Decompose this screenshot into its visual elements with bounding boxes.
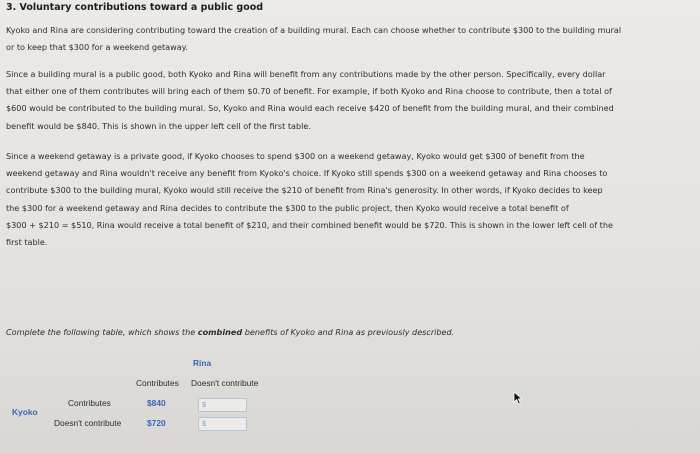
dollar-prefix: $ [202,400,207,409]
text-line: contribute $300 to the building mural, Kyoko would still receive the $210 of benefit from Rina's generosity. In other words, if Kyoko decides to keep [6,185,603,196]
column-player-label: Rina [193,358,212,368]
paragraph-private-good [6,148,692,251]
mouse-cursor-icon [513,391,525,405]
text-line: $600 would be contributed to the building mural. So, Kyoko and Rina would each receive $420 of benefit from the building mural, and their combined [6,103,614,114]
cell-contributes-contributes: $840 [147,398,166,408]
column-header-doesnt-contribute: Doesn't contribute [191,378,259,388]
question-title: 3. Voluntary contributions toward a public good [6,2,264,13]
instruction-bold: combined [197,327,243,337]
table-instruction [6,327,454,337]
column-header-contributes: Contributes [136,378,179,388]
text-line: first table. [6,237,48,248]
instruction-before: Complete the following table, which shows the [6,327,198,337]
input-contributes-doesnt-contribute[interactable] [198,398,247,412]
text-line: $300 + $210 = $510, Rina would receive a total benefit of $210, and their combined benefit would be $720. This is shown in the lower left cell of the [6,219,613,230]
text-line: the $300 for a weekend getaway and Rina decides to contribute the $300 to the public project, then Kyoko would receive a total benefit of [6,202,569,213]
instruction-after: benefits of Kyoko and Rina as previously described. [242,327,455,337]
row-header-contributes: Contributes [68,398,111,408]
input-doesnt-contribute-doesnt-contribute[interactable] [198,417,247,431]
text-line: that either one of them contributes will bring each of them $0.70 of benefit. For example, if both Kyoko and Rina choose to contribute, then a total of [6,86,612,97]
text-line: weekend getaway and Rina wouldn't receive any benefit from Kyoko's choice. If Kyoko still spends $300 on a weekend getaway and Rina chooses to [6,168,608,179]
text-line: Since a weekend getaway is a private good, if Kyoko chooses to spend $300 on a weekend getaway, Kyoko would get $300 of benefit from the [6,151,585,161]
text-line: benefit would be $840. This is shown in the upper left cell of the first table. [6,120,311,131]
text-line: Kyoko and Rina are considering contributing toward the creation of a building mural. Each can choose whether to contribute $300 to the building mural [6,25,622,35]
dollar-prefix: $ [202,419,207,428]
row-player-label: Kyoko [12,407,38,417]
row-header-doesnt-contribute: Doesn't contribute [54,418,122,428]
cell-doesnt-contribute-contributes: $720 [147,418,166,428]
paragraph-intro [6,22,692,56]
paragraph-public-good [6,66,692,135]
text-line: or to keep that $300 for a weekend getaway. [6,42,188,53]
text-line: Since a building mural is a public good, both Kyoko and Rina will benefit from any contributions made by the other person. Specifically, every dollar [6,69,606,79]
